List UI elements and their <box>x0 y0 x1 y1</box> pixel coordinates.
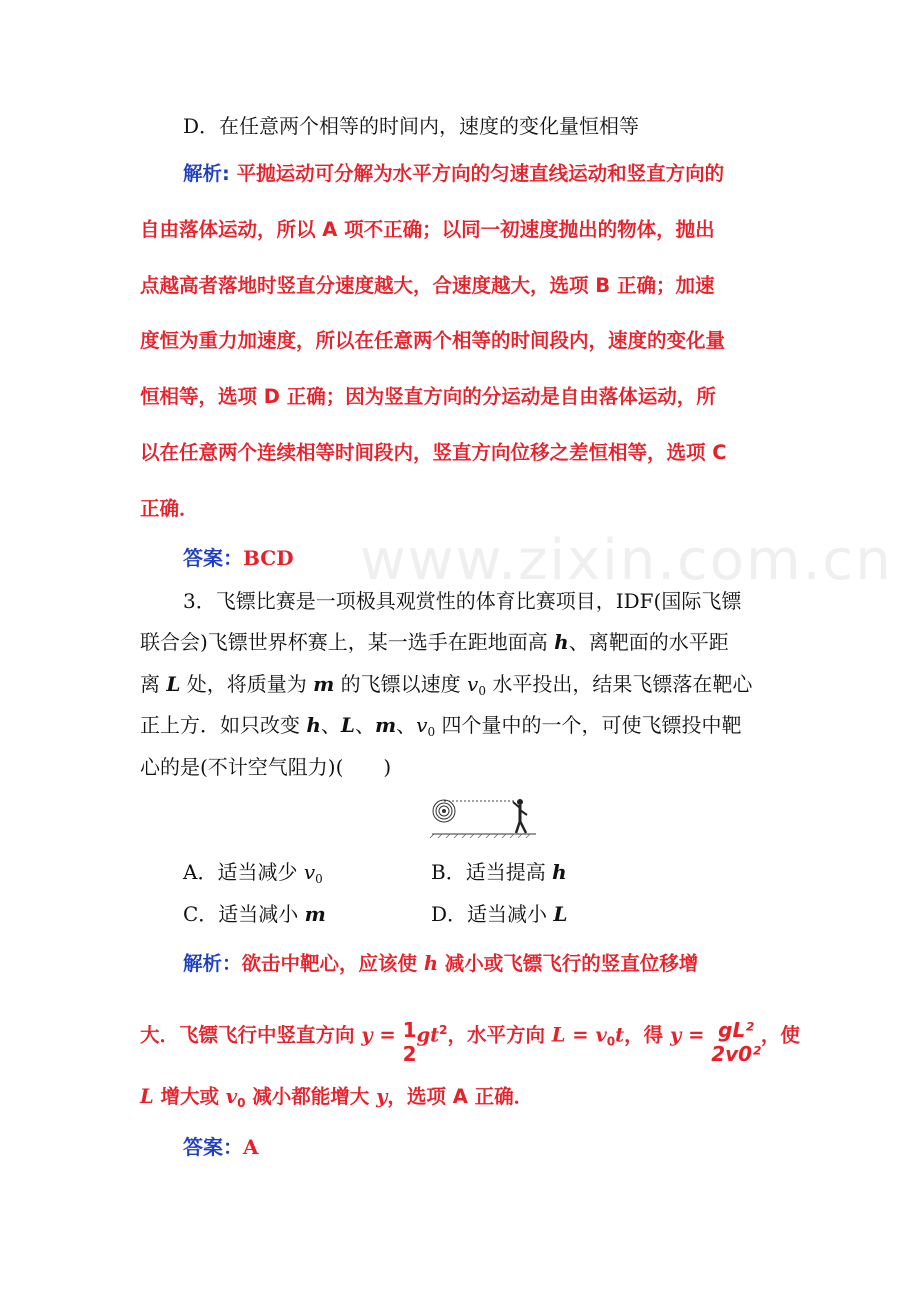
superscript: 2 <box>439 1023 448 1037</box>
text: 、离靶面的水平距 <box>568 630 729 654</box>
q3-analysis-line-1 <box>183 950 828 978</box>
text: ，得 <box>624 1023 670 1047</box>
text: 欲击中靶心，应该使 <box>241 952 424 975</box>
q3-stem-line-1: 3．飞镖比赛是一项极具观赏性的体育比赛项目，IDF(国际飞镖 <box>183 589 742 613</box>
thrower-icon <box>513 799 527 833</box>
q2-analysis-line-3: 点越高者落地时竖直分速度越大，合速度越大，选项 B 正确；加速 <box>140 274 715 297</box>
answer-value: A <box>243 1135 259 1159</box>
var-y: y <box>361 1023 373 1047</box>
var-v: v <box>595 1023 607 1047</box>
q3-answer <box>183 1133 828 1161</box>
text: = <box>681 1023 712 1047</box>
var-v: v <box>467 672 479 696</box>
text: ，使 <box>760 1023 800 1047</box>
analysis-text: 平抛运动可分解为水平方向的匀速直线运动和竖直方向的 <box>236 162 725 185</box>
text: 、 <box>354 713 375 737</box>
fraction-one-half <box>403 1018 417 1066</box>
denominator: 2v0² <box>711 1042 761 1066</box>
q2-answer <box>183 544 828 572</box>
text: 四个量中的一个，可使飞镖投中靶 <box>435 713 742 737</box>
text: = <box>565 1023 596 1047</box>
text: 减小都能增大 <box>245 1085 377 1108</box>
answer-label: 答案： <box>183 546 243 570</box>
answer-value: BCD <box>243 546 294 570</box>
var-v: v <box>416 713 428 737</box>
text: 增大或 <box>153 1085 226 1108</box>
text: 离 <box>140 672 167 696</box>
q3-stem-line-2 <box>140 628 785 656</box>
var-h: h <box>423 952 438 975</box>
q3-stem-line-4 <box>140 711 785 746</box>
var-h: h <box>554 630 569 654</box>
var-m: m <box>313 672 335 696</box>
subscript: 0 <box>315 872 323 886</box>
q3-option-b <box>431 858 567 886</box>
q2-analysis-line-5: 恒相等，选项 D 正确；因为竖直方向的分运动是自由落体运动，所 <box>140 385 716 408</box>
denominator: 2 <box>402 1042 417 1066</box>
watermark: www.zixin.com.cn <box>360 528 893 593</box>
text: B．适当提高 <box>431 860 553 884</box>
subscript: 0 <box>478 684 486 698</box>
q3-option-a <box>183 858 323 893</box>
var-y: y <box>669 1023 682 1047</box>
text: 处，将质量为 <box>180 672 314 696</box>
text: 联合会)飞镖世界杯赛上，某一选手在距地面高 <box>140 630 555 654</box>
var-h: h <box>552 860 567 884</box>
var-h: h <box>306 713 321 737</box>
var-m: m <box>304 902 326 926</box>
text: 水平投出，结果飞镖落在靶心 <box>485 672 753 696</box>
fraction-gL2-over-2v02 <box>711 1018 761 1066</box>
text: 大．飞镖飞行中竖直方向 <box>140 1023 362 1047</box>
text: A．适当减少 <box>183 860 304 884</box>
text: 减小或飞镖飞行的竖直位移增 <box>438 952 699 975</box>
answer-label: 答案： <box>183 1135 243 1159</box>
analysis-label: 解析： <box>183 952 242 975</box>
var-L: L <box>140 1085 154 1108</box>
text: ，选项 A 正确． <box>387 1085 534 1108</box>
var-m: m <box>374 713 397 737</box>
subscript: 0 <box>606 1034 616 1049</box>
q2-analysis-line-7: 正确． <box>140 497 199 520</box>
text: ，水平方向 <box>447 1023 552 1047</box>
dart-thrower-figure <box>430 793 538 839</box>
var-L: L <box>166 672 181 696</box>
q3-analysis-line-3 <box>140 1083 785 1117</box>
text: = <box>372 1023 403 1047</box>
text: C．适当减小 <box>183 902 305 926</box>
subscript: 0 <box>237 1096 246 1110</box>
var-v: v <box>303 860 316 884</box>
text: 正上方．如只改变 <box>140 713 307 737</box>
var-t: t <box>615 1023 625 1047</box>
text: 的飞镖以速度 <box>334 672 468 696</box>
q3-option-c <box>183 900 326 928</box>
numerator: 1 <box>402 1018 417 1042</box>
q2-analysis-line-1 <box>183 160 828 188</box>
q3-analysis-line-2 <box>140 1012 800 1066</box>
text: 、 <box>320 713 341 737</box>
q3-option-d <box>431 900 567 928</box>
text: D．适当减小 <box>431 902 554 926</box>
gt: gt <box>416 1023 440 1047</box>
q2-analysis-line-4: 度恒为重力加速度，所以在任意两个相等的时间段内，速度的变化量 <box>140 329 726 352</box>
analysis-label: 解析: <box>183 162 230 185</box>
q3-stem-line-3 <box>140 670 785 705</box>
q2-analysis-line-6: 以在任意两个连续相等时间段内，竖直方向位移之差恒相等，选项 C <box>140 441 727 464</box>
var-L: L <box>553 902 568 926</box>
var-L: L <box>340 713 355 737</box>
q2-analysis-line-2: 自由落体运动，所以 A 项不正确；以同一初速度抛出的物体，抛出 <box>140 218 715 241</box>
q3-stem-line-5: 心的是(不计空气阻力)( ) <box>140 755 392 779</box>
numerator: gL² <box>718 1018 754 1042</box>
var-v: v <box>225 1085 238 1108</box>
var-L: L <box>551 1023 566 1047</box>
dartboard-icon <box>433 800 455 822</box>
text: 、 <box>396 713 417 737</box>
var-y: y <box>376 1085 388 1108</box>
q2-option-d: D．在任意两个相等的时间内，速度的变化量恒相等 <box>183 114 640 138</box>
subscript: 0 <box>427 725 436 739</box>
